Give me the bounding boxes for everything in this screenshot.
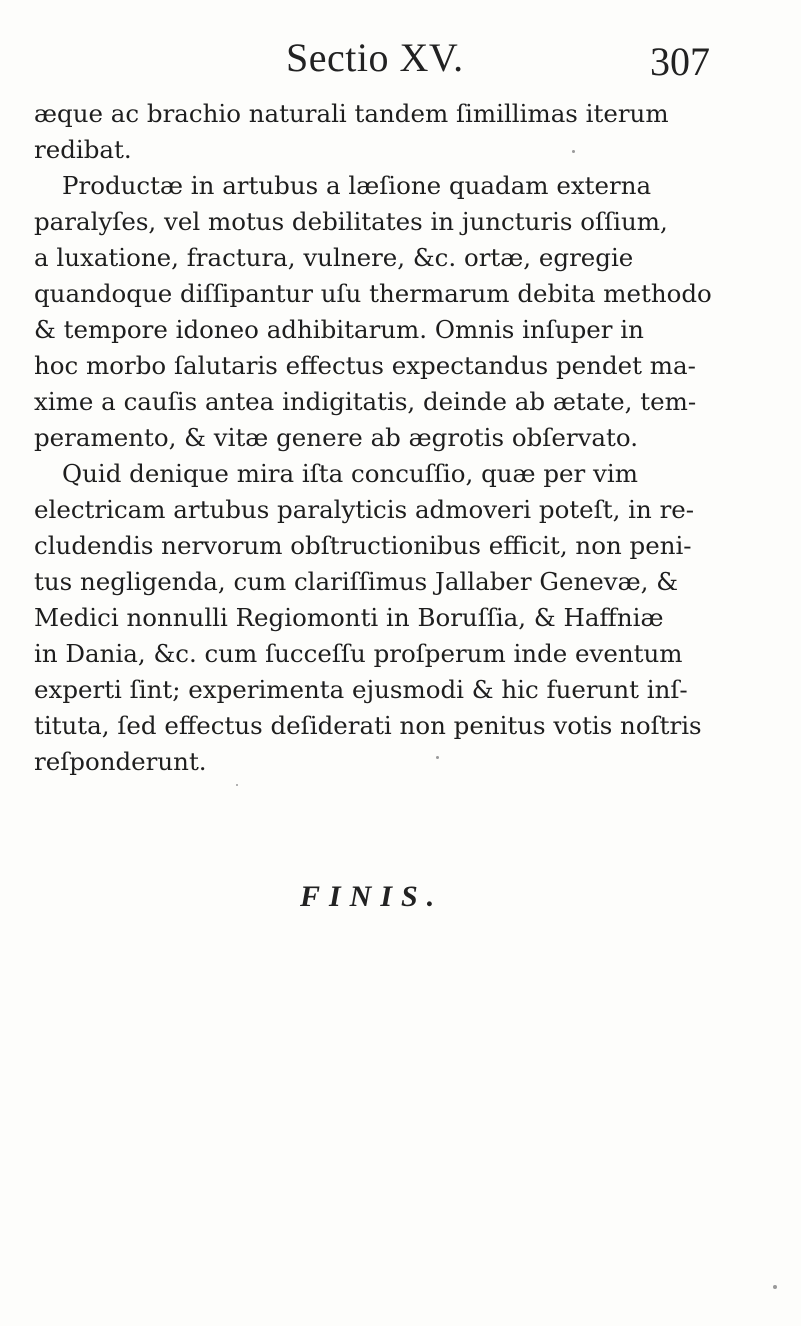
text-line-15: Medici nonnulli Regiomonti in Boruſſia, & Haffniæ — [34, 603, 664, 632]
text-line-16: in Dania, &c. cum ſucceſſu proſperum inde eventum — [34, 639, 683, 668]
paper-speck — [236, 784, 238, 786]
text-line-9: xime a cauſis antea indigitatis, deinde ab ætate, tem- — [34, 387, 697, 416]
text-line-2: redibat. — [34, 135, 132, 164]
text-line-10: peramento, & vitæ genere ab ægrotis obſervato. — [34, 423, 638, 452]
text-line-14: tus negligenda, cum clariſſimus Jallaber Genevæ, & — [34, 567, 679, 596]
finis-colophon: FINIS. — [300, 880, 444, 913]
text-line-3: Productæ in artubus a læſione quadam externa — [62, 171, 652, 200]
paper-speck — [572, 150, 575, 153]
text-line-12: electricam artubus paralyticis admoveri poteſt, in re- — [34, 495, 695, 524]
text-line-5: a luxatione, fractura, vulnere, &c. ortæ, egregie — [34, 243, 634, 272]
text-line-13: cludendis nervorum obſtructionibus efficit, non peni- — [34, 531, 692, 560]
text-line-11: Quid denique mira iſta concuſſio, quæ per vim — [62, 459, 638, 488]
page-number: 307 — [650, 39, 710, 84]
paper-speck — [436, 756, 439, 759]
text-line-18: tituta, ſed effectus deſiderati non penitus votis noſtris — [34, 711, 702, 740]
section-title: Sectio XV. — [286, 35, 464, 80]
text-line-4: paralyſes, vel motus debilitates in juncturis oſſium, — [34, 207, 668, 236]
text-line-7: & tempore idoneo adhibitarum. Omnis inſuper in — [34, 315, 644, 344]
text-line-19: reſponderunt. — [34, 747, 207, 776]
text-line-8: hoc morbo ſalutaris effectus expectandus pendet ma- — [34, 351, 696, 380]
paper-speck — [773, 1285, 777, 1289]
text-line-6: quandoque diſſipantur uſu thermarum debita methodo — [34, 279, 712, 308]
running-head — [0, 28, 801, 84]
text-line-1: æque ac brachio naturali tandem ſimillimas iterum — [34, 99, 669, 128]
text-line-17: experti ſint; experimenta ejusmodi & hic fuerunt inſ- — [34, 675, 688, 704]
